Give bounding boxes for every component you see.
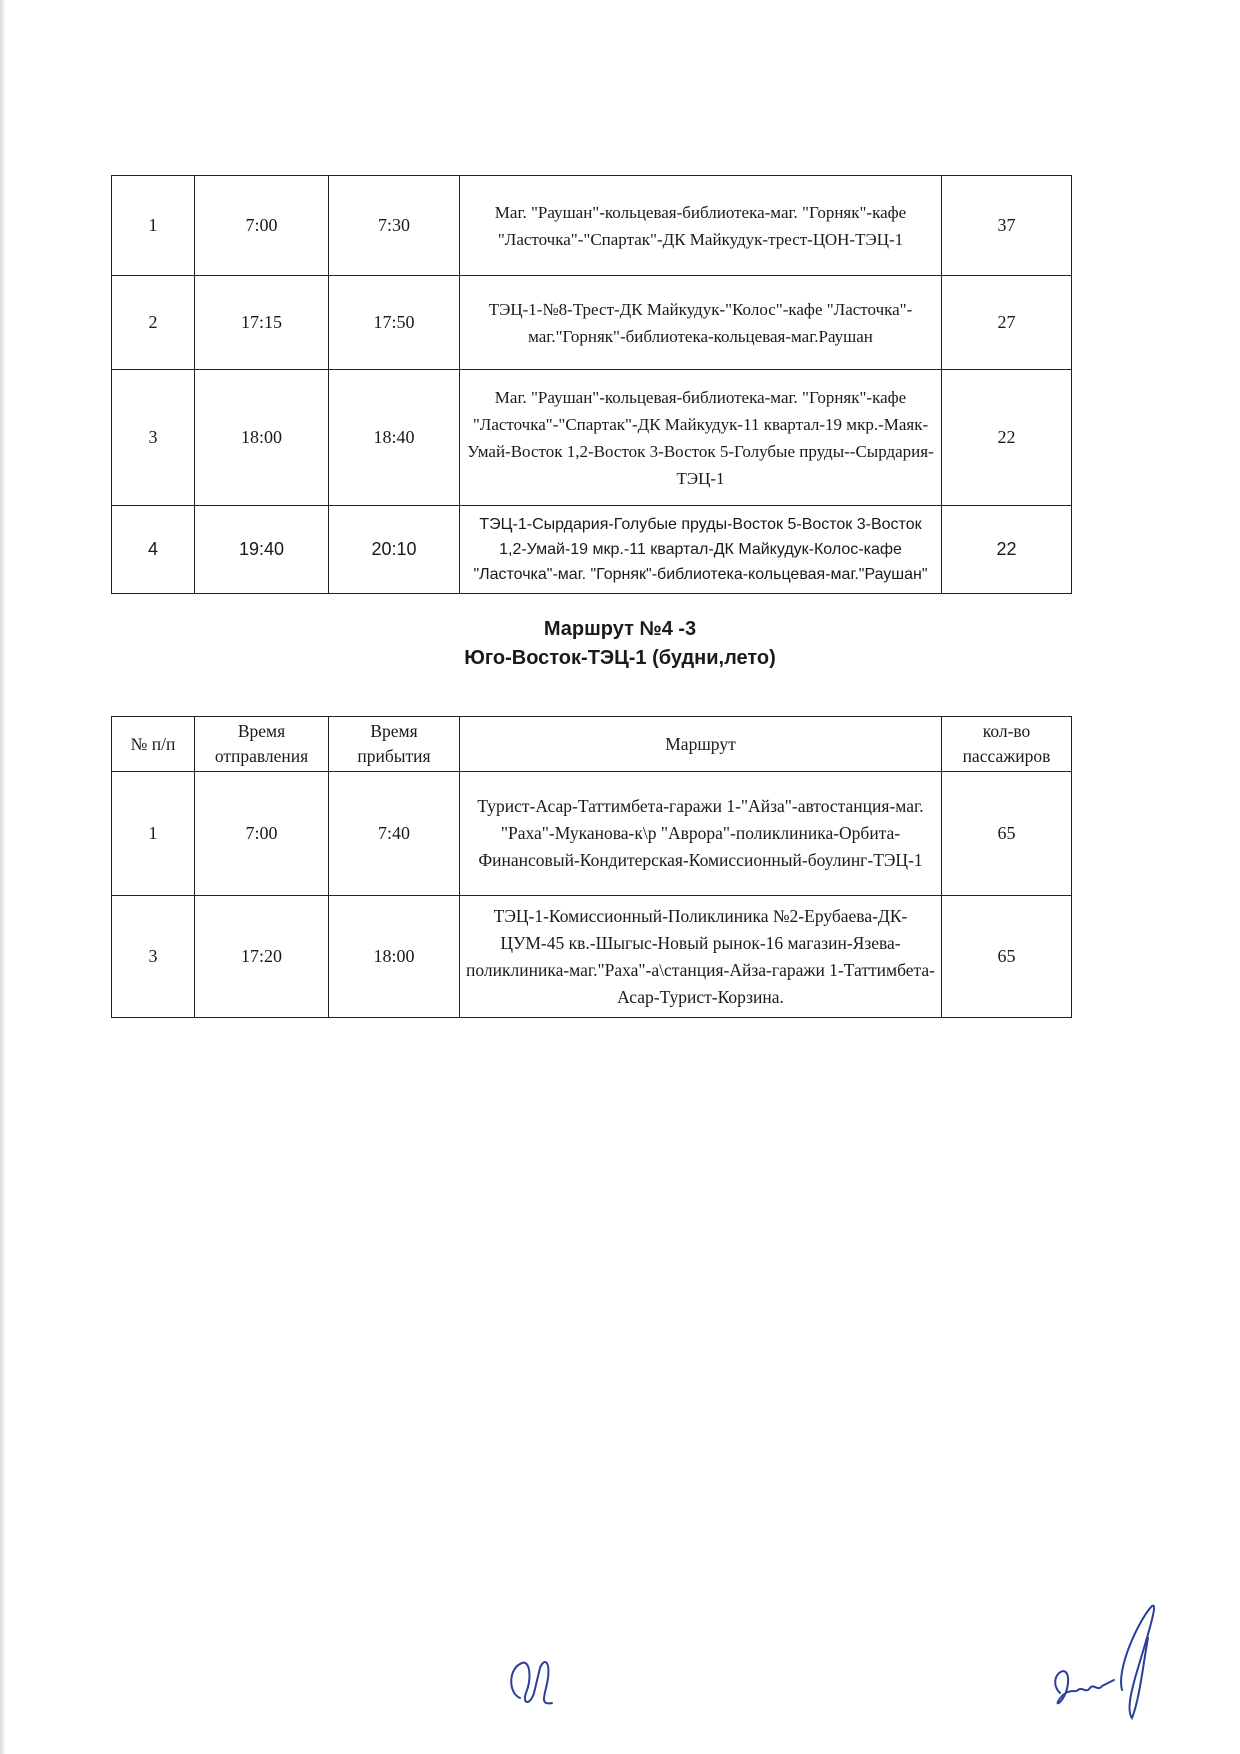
table-row [112, 506, 1072, 594]
schedule-table-continued [111, 175, 1072, 594]
route-description: Маг. "Раушан"-кольцевая-библиотека-маг. "Горняк"-кафе "Ласточка"-"Спартак"-ДК Майкудук-трест-ЦОН-ТЭЦ-1 [460, 176, 942, 276]
arrival-time: 17:50 [329, 276, 460, 370]
passenger-count: 37 [942, 176, 1072, 276]
route-title: Маршрут №4 -3 [543, 618, 697, 640]
initials-stroke [511, 1662, 552, 1703]
passenger-count: 22 [942, 506, 1072, 594]
row-number: 1 [112, 176, 195, 276]
scan-edge [0, 0, 6, 1754]
initials-signature [500, 1638, 570, 1718]
row-number: 4 [112, 506, 195, 594]
departure-time: 18:00 [195, 370, 329, 506]
row-number: 3 [112, 896, 195, 1018]
table-header-row [112, 717, 1072, 772]
route-description: ТЭЦ-1-Комиссионный-Поликлиника №2-Ерубаева-ДК-ЦУМ-45 кв.-Шыгыс-Новый рынок-16 магазин-Язева-поликлиника-маг."Раха"-а\станция-Айза-гаражи 1-Таттимбета-Асар-Турист-Корзина. [460, 896, 942, 1018]
arrival-time: 7:30 [329, 176, 460, 276]
signature-stroke [1055, 1671, 1114, 1703]
departure-time: 7:00 [195, 772, 329, 896]
row-number: 3 [112, 370, 195, 506]
passenger-count: 27 [942, 276, 1072, 370]
arrival-time: 7:40 [329, 772, 460, 896]
passenger-count: 65 [942, 772, 1072, 896]
header-departure-time: Время отправления [195, 717, 329, 772]
arrival-time: 18:00 [329, 896, 460, 1018]
departure-time: 7:00 [195, 176, 329, 276]
route-description: Турист-Асар-Таттимбета-гаражи 1-"Айза"-автостанция-маг. "Раха"-Муканова-к\р "Аврора"-поликлиника-Орбита-Финансовый-Кондитерская-Комиссионный-боулинг-ТЭЦ-1 [460, 772, 942, 896]
route-description: ТЭЦ-1-№8-Трест-ДК Майкудук-"Колос"-кафе "Ласточка"-маг."Горняк"-библиотека-кольцевая-маг.Раушан [460, 276, 942, 370]
departure-time: 17:20 [195, 896, 329, 1018]
passenger-count: 22 [942, 370, 1072, 506]
header-route: Маршрут [460, 717, 942, 772]
table-row [112, 772, 1072, 896]
route-description: Маг. "Раушан"-кольцевая-библиотека-маг. "Горняк"-кафе "Ласточка"-"Спартак"-ДК Майкудук-11 квартал-19 мкр.-Маяк-Умай-Восток 1,2-Восток 3-Восток 5-Голубые пруды--Сырдария-ТЭЦ-1 [460, 370, 942, 506]
table-row [112, 370, 1072, 506]
departure-time: 19:40 [195, 506, 329, 594]
full-signature [1040, 1598, 1180, 1728]
schedule-table-route-4-3 [111, 716, 1072, 1018]
header-row-number: № п/п [112, 717, 195, 772]
row-number: 1 [112, 772, 195, 896]
row-number: 2 [112, 276, 195, 370]
arrival-time: 18:40 [329, 370, 460, 506]
table-row [112, 276, 1072, 370]
header-arrival-time: Время прибытия [329, 717, 460, 772]
header-passengers: кол-во пассажиров [942, 717, 1072, 772]
departure-time: 17:15 [195, 276, 329, 370]
arrival-time: 20:10 [329, 506, 460, 594]
table-row [112, 896, 1072, 1018]
route-subtitle: Юго-Восток-ТЭЦ-1 (будни,лето) [464, 647, 776, 669]
passenger-count: 65 [942, 896, 1072, 1018]
signature-stroke-2 [1121, 1606, 1154, 1718]
route-description: ТЭЦ-1-Сырдария-Голубые пруды-Восток 5-Восток 3-Восток 1,2-Умай-19 мкр.-11 квартал-ДК Майкудук-Колос-кафе "Ласточка"-маг. "Горняк"-библиотека-кольцевая-маг."Раушан" [460, 506, 942, 594]
table-row [112, 176, 1072, 276]
